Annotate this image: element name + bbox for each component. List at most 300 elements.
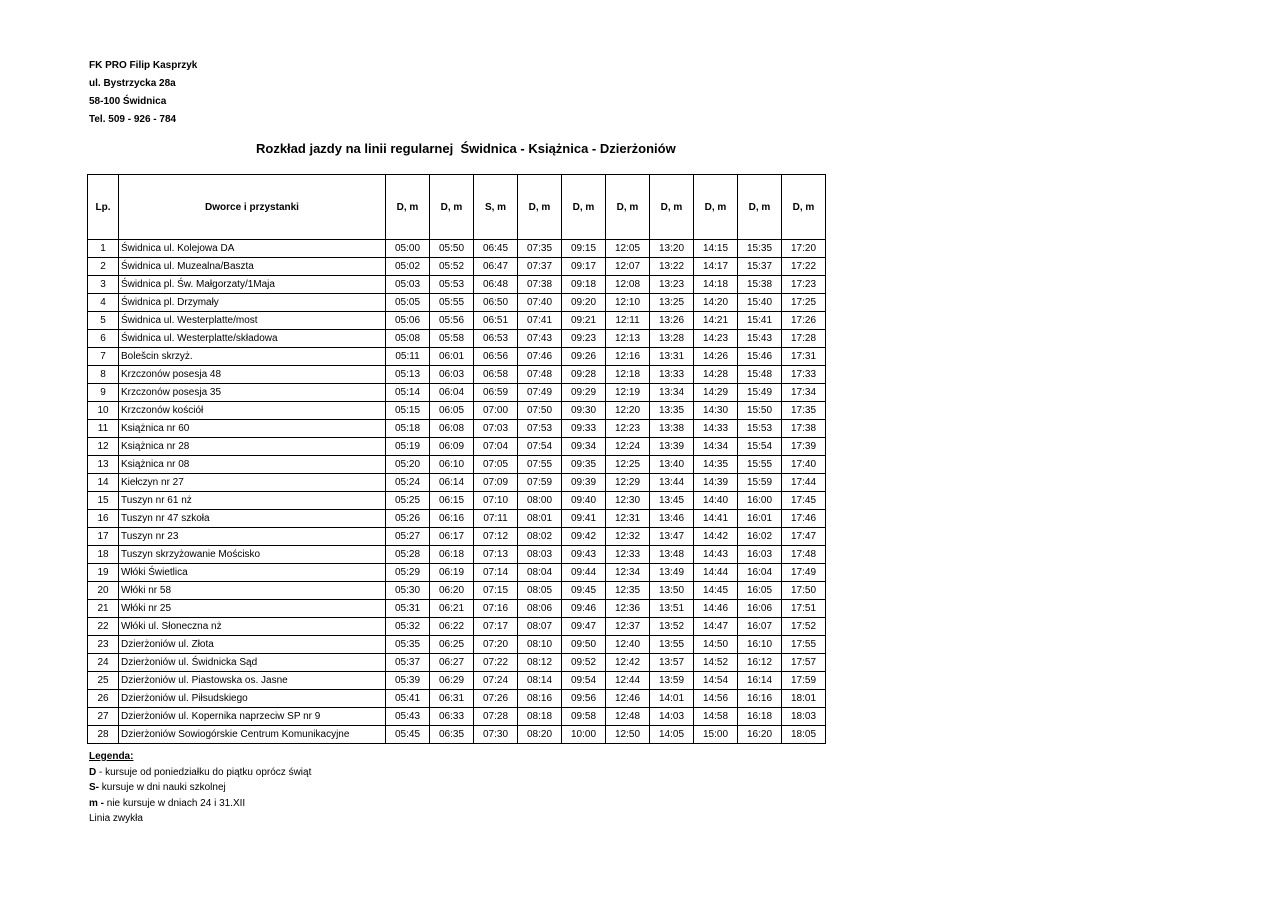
departure-time: 18:01 bbox=[782, 690, 826, 708]
departure-time: 16:20 bbox=[738, 726, 782, 744]
departure-time: 06:58 bbox=[474, 366, 518, 384]
departure-time: 14:43 bbox=[694, 546, 738, 564]
departure-time: 14:18 bbox=[694, 276, 738, 294]
stop-name: Książnica nr 28 bbox=[119, 438, 386, 456]
departure-time: 13:22 bbox=[650, 258, 694, 276]
departure-time: 08:16 bbox=[518, 690, 562, 708]
departure-time: 14:30 bbox=[694, 402, 738, 420]
departure-time: 12:20 bbox=[606, 402, 650, 420]
departure-time: 06:01 bbox=[430, 348, 474, 366]
departure-time: 05:28 bbox=[386, 546, 430, 564]
row-number: 23 bbox=[88, 636, 119, 654]
table-row bbox=[88, 510, 826, 528]
departure-time: 12:31 bbox=[606, 510, 650, 528]
departure-time: 06:45 bbox=[474, 240, 518, 258]
timetable bbox=[87, 174, 826, 744]
departure-time: 07:11 bbox=[474, 510, 518, 528]
legend-item bbox=[89, 796, 311, 812]
departure-time: 15:54 bbox=[738, 438, 782, 456]
departure-time: 18:03 bbox=[782, 708, 826, 726]
departure-time: 05:27 bbox=[386, 528, 430, 546]
departure-time: 07:40 bbox=[518, 294, 562, 312]
departure-time: 13:20 bbox=[650, 240, 694, 258]
departure-time: 06:51 bbox=[474, 312, 518, 330]
departure-time: 14:40 bbox=[694, 492, 738, 510]
departure-time: 14:45 bbox=[694, 582, 738, 600]
departure-time: 09:21 bbox=[562, 312, 606, 330]
stop-name: Dzierżoniów ul. Złota bbox=[119, 636, 386, 654]
departure-time: 09:40 bbox=[562, 492, 606, 510]
departure-time: 06:04 bbox=[430, 384, 474, 402]
departure-time: 07:28 bbox=[474, 708, 518, 726]
departure-time: 17:45 bbox=[782, 492, 826, 510]
departure-time: 07:24 bbox=[474, 672, 518, 690]
row-number: 26 bbox=[88, 690, 119, 708]
row-number: 15 bbox=[88, 492, 119, 510]
departure-time: 17:23 bbox=[782, 276, 826, 294]
departure-time: 09:18 bbox=[562, 276, 606, 294]
departure-time: 12:42 bbox=[606, 654, 650, 672]
departure-time: 09:35 bbox=[562, 456, 606, 474]
departure-time: 09:39 bbox=[562, 474, 606, 492]
course-header: D, m bbox=[782, 175, 826, 240]
departure-time: 12:33 bbox=[606, 546, 650, 564]
departure-time: 05:15 bbox=[386, 402, 430, 420]
departure-time: 17:44 bbox=[782, 474, 826, 492]
company-header bbox=[89, 57, 197, 129]
departure-time: 17:57 bbox=[782, 654, 826, 672]
table-row bbox=[88, 258, 826, 276]
departure-time: 07:03 bbox=[474, 420, 518, 438]
departure-time: 14:03 bbox=[650, 708, 694, 726]
departure-time: 17:55 bbox=[782, 636, 826, 654]
row-number: 21 bbox=[88, 600, 119, 618]
departure-time: 07:14 bbox=[474, 564, 518, 582]
departure-time: 14:05 bbox=[650, 726, 694, 744]
departure-time: 06:22 bbox=[430, 618, 474, 636]
table-row bbox=[88, 456, 826, 474]
departure-time: 05:37 bbox=[386, 654, 430, 672]
departure-time: 09:41 bbox=[562, 510, 606, 528]
departure-time: 14:17 bbox=[694, 258, 738, 276]
departure-time: 13:55 bbox=[650, 636, 694, 654]
departure-time: 09:44 bbox=[562, 564, 606, 582]
departure-time: 09:15 bbox=[562, 240, 606, 258]
departure-time: 09:29 bbox=[562, 384, 606, 402]
course-header: D, m bbox=[650, 175, 694, 240]
departure-time: 06:21 bbox=[430, 600, 474, 618]
departure-time: 16:12 bbox=[738, 654, 782, 672]
row-number: 14 bbox=[88, 474, 119, 492]
departure-time: 16:04 bbox=[738, 564, 782, 582]
departure-time: 17:48 bbox=[782, 546, 826, 564]
departure-time: 14:20 bbox=[694, 294, 738, 312]
departure-time: 05:56 bbox=[430, 312, 474, 330]
departure-time: 14:44 bbox=[694, 564, 738, 582]
table-row bbox=[88, 600, 826, 618]
departure-time: 12:29 bbox=[606, 474, 650, 492]
course-header: S, m bbox=[474, 175, 518, 240]
table-row bbox=[88, 672, 826, 690]
departure-time: 14:50 bbox=[694, 636, 738, 654]
departure-time: 05:20 bbox=[386, 456, 430, 474]
timetable-title: Rozkład jazdy na linii regularnej Świdnica - Książnica - Dzierżoniów bbox=[256, 141, 676, 156]
departure-time: 07:30 bbox=[474, 726, 518, 744]
departure-time: 05:58 bbox=[430, 330, 474, 348]
departure-time: 06:53 bbox=[474, 330, 518, 348]
departure-time: 17:33 bbox=[782, 366, 826, 384]
departure-time: 05:14 bbox=[386, 384, 430, 402]
row-number: 28 bbox=[88, 726, 119, 744]
departure-time: 05:26 bbox=[386, 510, 430, 528]
departure-time: 13:23 bbox=[650, 276, 694, 294]
table-row bbox=[88, 690, 826, 708]
table-row bbox=[88, 708, 826, 726]
departure-time: 12:19 bbox=[606, 384, 650, 402]
course-header: D, m bbox=[386, 175, 430, 240]
departure-time: 17:26 bbox=[782, 312, 826, 330]
stop-name: Tuszyn nr 47 szkoła bbox=[119, 510, 386, 528]
departure-time: 17:59 bbox=[782, 672, 826, 690]
departure-time: 14:58 bbox=[694, 708, 738, 726]
departure-time: 12:48 bbox=[606, 708, 650, 726]
departure-time: 05:03 bbox=[386, 276, 430, 294]
departure-time: 09:17 bbox=[562, 258, 606, 276]
departure-time: 09:33 bbox=[562, 420, 606, 438]
departure-time: 07:54 bbox=[518, 438, 562, 456]
departure-time: 16:03 bbox=[738, 546, 782, 564]
departure-time: 13:51 bbox=[650, 600, 694, 618]
departure-time: 12:23 bbox=[606, 420, 650, 438]
departure-time: 06:09 bbox=[430, 438, 474, 456]
table-row bbox=[88, 726, 826, 744]
departure-time: 05:55 bbox=[430, 294, 474, 312]
departure-time: 15:46 bbox=[738, 348, 782, 366]
col-stops-header: Dworce i przystanki bbox=[119, 175, 386, 240]
departure-time: 09:23 bbox=[562, 330, 606, 348]
departure-time: 14:29 bbox=[694, 384, 738, 402]
departure-time: 05:35 bbox=[386, 636, 430, 654]
departure-time: 07:48 bbox=[518, 366, 562, 384]
row-number: 5 bbox=[88, 312, 119, 330]
departure-time: 14:46 bbox=[694, 600, 738, 618]
departure-time: 06:10 bbox=[430, 456, 474, 474]
timetable-body bbox=[88, 240, 826, 744]
row-number: 22 bbox=[88, 618, 119, 636]
departure-time: 05:24 bbox=[386, 474, 430, 492]
table-row bbox=[88, 348, 826, 366]
table-row bbox=[88, 582, 826, 600]
departure-time: 06:29 bbox=[430, 672, 474, 690]
table-row bbox=[88, 330, 826, 348]
departure-time: 07:26 bbox=[474, 690, 518, 708]
departure-time: 07:55 bbox=[518, 456, 562, 474]
table-row bbox=[88, 564, 826, 582]
departure-time: 07:00 bbox=[474, 402, 518, 420]
stop-name: Książnica nr 08 bbox=[119, 456, 386, 474]
legend-key: m - bbox=[89, 797, 104, 809]
departure-time: 09:42 bbox=[562, 528, 606, 546]
stop-name: Dzierżoniów ul. Piastowska os. Jasne bbox=[119, 672, 386, 690]
departure-time: 14:15 bbox=[694, 240, 738, 258]
row-number: 27 bbox=[88, 708, 119, 726]
departure-time: 07:16 bbox=[474, 600, 518, 618]
legend-item bbox=[89, 780, 311, 796]
departure-time: 06:25 bbox=[430, 636, 474, 654]
stop-name: Świdnica ul. Westerplatte/składowa bbox=[119, 330, 386, 348]
stop-name: Świdnica pl. Drzymały bbox=[119, 294, 386, 312]
table-row bbox=[88, 492, 826, 510]
table-row bbox=[88, 438, 826, 456]
departure-time: 06:19 bbox=[430, 564, 474, 582]
stop-name: Świdnica ul. Muzealna/Baszta bbox=[119, 258, 386, 276]
departure-time: 06:05 bbox=[430, 402, 474, 420]
departure-time: 17:20 bbox=[782, 240, 826, 258]
stop-name: Książnica nr 60 bbox=[119, 420, 386, 438]
departure-time: 09:30 bbox=[562, 402, 606, 420]
row-number: 17 bbox=[88, 528, 119, 546]
departure-time: 12:08 bbox=[606, 276, 650, 294]
departure-time: 09:34 bbox=[562, 438, 606, 456]
stop-name: Dzierżoniów ul. Kopernika naprzeciw SP nr 9 bbox=[119, 708, 386, 726]
stop-name: Krzczonów posesja 48 bbox=[119, 366, 386, 384]
table-row bbox=[88, 366, 826, 384]
departure-time: 07:05 bbox=[474, 456, 518, 474]
departure-time: 15:35 bbox=[738, 240, 782, 258]
departure-time: 13:28 bbox=[650, 330, 694, 348]
departure-time: 13:59 bbox=[650, 672, 694, 690]
departure-time: 06:16 bbox=[430, 510, 474, 528]
departure-time: 09:43 bbox=[562, 546, 606, 564]
departure-time: 17:35 bbox=[782, 402, 826, 420]
departure-time: 05:00 bbox=[386, 240, 430, 258]
departure-time: 14:35 bbox=[694, 456, 738, 474]
row-number: 11 bbox=[88, 420, 119, 438]
departure-time: 06:50 bbox=[474, 294, 518, 312]
company-city: 58-100 Świdnica bbox=[89, 96, 167, 107]
departure-time: 06:47 bbox=[474, 258, 518, 276]
departure-time: 08:10 bbox=[518, 636, 562, 654]
departure-time: 07:09 bbox=[474, 474, 518, 492]
departure-time: 13:39 bbox=[650, 438, 694, 456]
stop-name: Świdnica ul. Kolejowa DA bbox=[119, 240, 386, 258]
departure-time: 06:20 bbox=[430, 582, 474, 600]
departure-time: 12:32 bbox=[606, 528, 650, 546]
departure-time: 13:52 bbox=[650, 618, 694, 636]
departure-time: 07:10 bbox=[474, 492, 518, 510]
departure-time: 09:26 bbox=[562, 348, 606, 366]
departure-time: 05:29 bbox=[386, 564, 430, 582]
departure-time: 05:19 bbox=[386, 438, 430, 456]
row-number: 2 bbox=[88, 258, 119, 276]
table-row bbox=[88, 636, 826, 654]
departure-time: 10:00 bbox=[562, 726, 606, 744]
departure-time: 07:43 bbox=[518, 330, 562, 348]
departure-time: 15:38 bbox=[738, 276, 782, 294]
departure-time: 13:44 bbox=[650, 474, 694, 492]
departure-time: 14:23 bbox=[694, 330, 738, 348]
departure-time: 15:53 bbox=[738, 420, 782, 438]
departure-time: 17:28 bbox=[782, 330, 826, 348]
departure-time: 16:18 bbox=[738, 708, 782, 726]
departure-time: 15:37 bbox=[738, 258, 782, 276]
departure-time: 05:31 bbox=[386, 600, 430, 618]
departure-time: 14:56 bbox=[694, 690, 738, 708]
departure-time: 05:32 bbox=[386, 618, 430, 636]
departure-time: 14:34 bbox=[694, 438, 738, 456]
departure-time: 07:22 bbox=[474, 654, 518, 672]
departure-time: 13:45 bbox=[650, 492, 694, 510]
departure-time: 17:34 bbox=[782, 384, 826, 402]
departure-time: 09:47 bbox=[562, 618, 606, 636]
departure-time: 12:34 bbox=[606, 564, 650, 582]
departure-time: 17:46 bbox=[782, 510, 826, 528]
table-row bbox=[88, 276, 826, 294]
departure-time: 15:59 bbox=[738, 474, 782, 492]
departure-time: 05:18 bbox=[386, 420, 430, 438]
departure-time: 13:50 bbox=[650, 582, 694, 600]
departure-time: 05:50 bbox=[430, 240, 474, 258]
departure-time: 06:31 bbox=[430, 690, 474, 708]
departure-time: 13:47 bbox=[650, 528, 694, 546]
departure-time: 17:38 bbox=[782, 420, 826, 438]
departure-time: 06:56 bbox=[474, 348, 518, 366]
departure-time: 12:36 bbox=[606, 600, 650, 618]
departure-time: 05:52 bbox=[430, 258, 474, 276]
stop-name: Kiełczyn nr 27 bbox=[119, 474, 386, 492]
row-number: 6 bbox=[88, 330, 119, 348]
departure-time: 05:39 bbox=[386, 672, 430, 690]
departure-time: 16:10 bbox=[738, 636, 782, 654]
departure-time: 14:21 bbox=[694, 312, 738, 330]
departure-time: 17:52 bbox=[782, 618, 826, 636]
legend-text: - kursuje od poniedziałku do piątku oprócz świąt bbox=[96, 766, 312, 778]
company-street: ul. Bystrzycka 28a bbox=[89, 78, 176, 89]
departure-time: 14:39 bbox=[694, 474, 738, 492]
col-lp-header: Lp. bbox=[88, 175, 119, 240]
course-header: D, m bbox=[694, 175, 738, 240]
course-header: D, m bbox=[606, 175, 650, 240]
departure-time: 07:37 bbox=[518, 258, 562, 276]
departure-time: 08:12 bbox=[518, 654, 562, 672]
departure-time: 17:47 bbox=[782, 528, 826, 546]
departure-time: 06:15 bbox=[430, 492, 474, 510]
departure-time: 09:50 bbox=[562, 636, 606, 654]
departure-time: 07:20 bbox=[474, 636, 518, 654]
departure-time: 13:57 bbox=[650, 654, 694, 672]
departure-time: 05:53 bbox=[430, 276, 474, 294]
stop-name: Bolešcin skrzyż. bbox=[119, 348, 386, 366]
departure-time: 07:04 bbox=[474, 438, 518, 456]
departure-time: 08:06 bbox=[518, 600, 562, 618]
stop-name: Włóki ul. Słoneczna nż bbox=[119, 618, 386, 636]
departure-time: 06:59 bbox=[474, 384, 518, 402]
departure-time: 17:22 bbox=[782, 258, 826, 276]
departure-time: 13:49 bbox=[650, 564, 694, 582]
departure-time: 05:41 bbox=[386, 690, 430, 708]
departure-time: 17:39 bbox=[782, 438, 826, 456]
departure-time: 14:01 bbox=[650, 690, 694, 708]
stop-name: Krzczonów posesja 35 bbox=[119, 384, 386, 402]
table-row bbox=[88, 654, 826, 672]
departure-time: 06:48 bbox=[474, 276, 518, 294]
row-number: 18 bbox=[88, 546, 119, 564]
departure-time: 13:48 bbox=[650, 546, 694, 564]
row-number: 24 bbox=[88, 654, 119, 672]
legend-heading: Legenda: bbox=[89, 751, 134, 762]
table-row bbox=[88, 528, 826, 546]
departure-time: 06:14 bbox=[430, 474, 474, 492]
departure-time: 12:18 bbox=[606, 366, 650, 384]
departure-time: 08:04 bbox=[518, 564, 562, 582]
table-row bbox=[88, 240, 826, 258]
departure-time: 12:24 bbox=[606, 438, 650, 456]
departure-time: 07:13 bbox=[474, 546, 518, 564]
departure-time: 06:27 bbox=[430, 654, 474, 672]
departure-time: 12:10 bbox=[606, 294, 650, 312]
row-number: 19 bbox=[88, 564, 119, 582]
departure-time: 16:05 bbox=[738, 582, 782, 600]
departure-time: 12:40 bbox=[606, 636, 650, 654]
departure-time: 13:33 bbox=[650, 366, 694, 384]
departure-time: 07:50 bbox=[518, 402, 562, 420]
departure-time: 13:38 bbox=[650, 420, 694, 438]
departure-time: 06:33 bbox=[430, 708, 474, 726]
table-row bbox=[88, 474, 826, 492]
table-row bbox=[88, 402, 826, 420]
row-number: 25 bbox=[88, 672, 119, 690]
legend-key: S- bbox=[89, 782, 99, 793]
departure-time: 15:49 bbox=[738, 384, 782, 402]
departure-time: 06:35 bbox=[430, 726, 474, 744]
departure-time: 07:15 bbox=[474, 582, 518, 600]
stop-name: Świdnica pl. Św. Małgorzaty/1Maja bbox=[119, 276, 386, 294]
departure-time: 15:50 bbox=[738, 402, 782, 420]
row-number: 13 bbox=[88, 456, 119, 474]
stop-name: Tuszyn skrzyżowanie Mościsko bbox=[119, 546, 386, 564]
departure-time: 13:34 bbox=[650, 384, 694, 402]
row-number: 10 bbox=[88, 402, 119, 420]
departure-time: 07:38 bbox=[518, 276, 562, 294]
departure-time: 09:54 bbox=[562, 672, 606, 690]
legend-text: nie kursuje w dniach 24 i 31.XII bbox=[104, 797, 246, 809]
departure-time: 08:00 bbox=[518, 492, 562, 510]
stop-name: Dzierżoniów ul. Piłsudskiego bbox=[119, 690, 386, 708]
departure-time: 07:49 bbox=[518, 384, 562, 402]
departure-time: 12:05 bbox=[606, 240, 650, 258]
departure-time: 17:25 bbox=[782, 294, 826, 312]
departure-time: 05:43 bbox=[386, 708, 430, 726]
departure-time: 07:12 bbox=[474, 528, 518, 546]
departure-time: 14:47 bbox=[694, 618, 738, 636]
departure-time: 08:18 bbox=[518, 708, 562, 726]
row-number: 16 bbox=[88, 510, 119, 528]
departure-time: 13:46 bbox=[650, 510, 694, 528]
departure-time: 12:07 bbox=[606, 258, 650, 276]
legend-item bbox=[89, 765, 311, 781]
departure-time: 05:30 bbox=[386, 582, 430, 600]
departure-time: 05:45 bbox=[386, 726, 430, 744]
stop-name: Włóki nr 25 bbox=[119, 600, 386, 618]
departure-time: 05:06 bbox=[386, 312, 430, 330]
departure-time: 12:30 bbox=[606, 492, 650, 510]
table-row bbox=[88, 294, 826, 312]
departure-time: 08:20 bbox=[518, 726, 562, 744]
departure-time: 16:16 bbox=[738, 690, 782, 708]
stop-name: Tuszyn nr 61 nż bbox=[119, 492, 386, 510]
departure-time: 14:41 bbox=[694, 510, 738, 528]
row-number: 1 bbox=[88, 240, 119, 258]
